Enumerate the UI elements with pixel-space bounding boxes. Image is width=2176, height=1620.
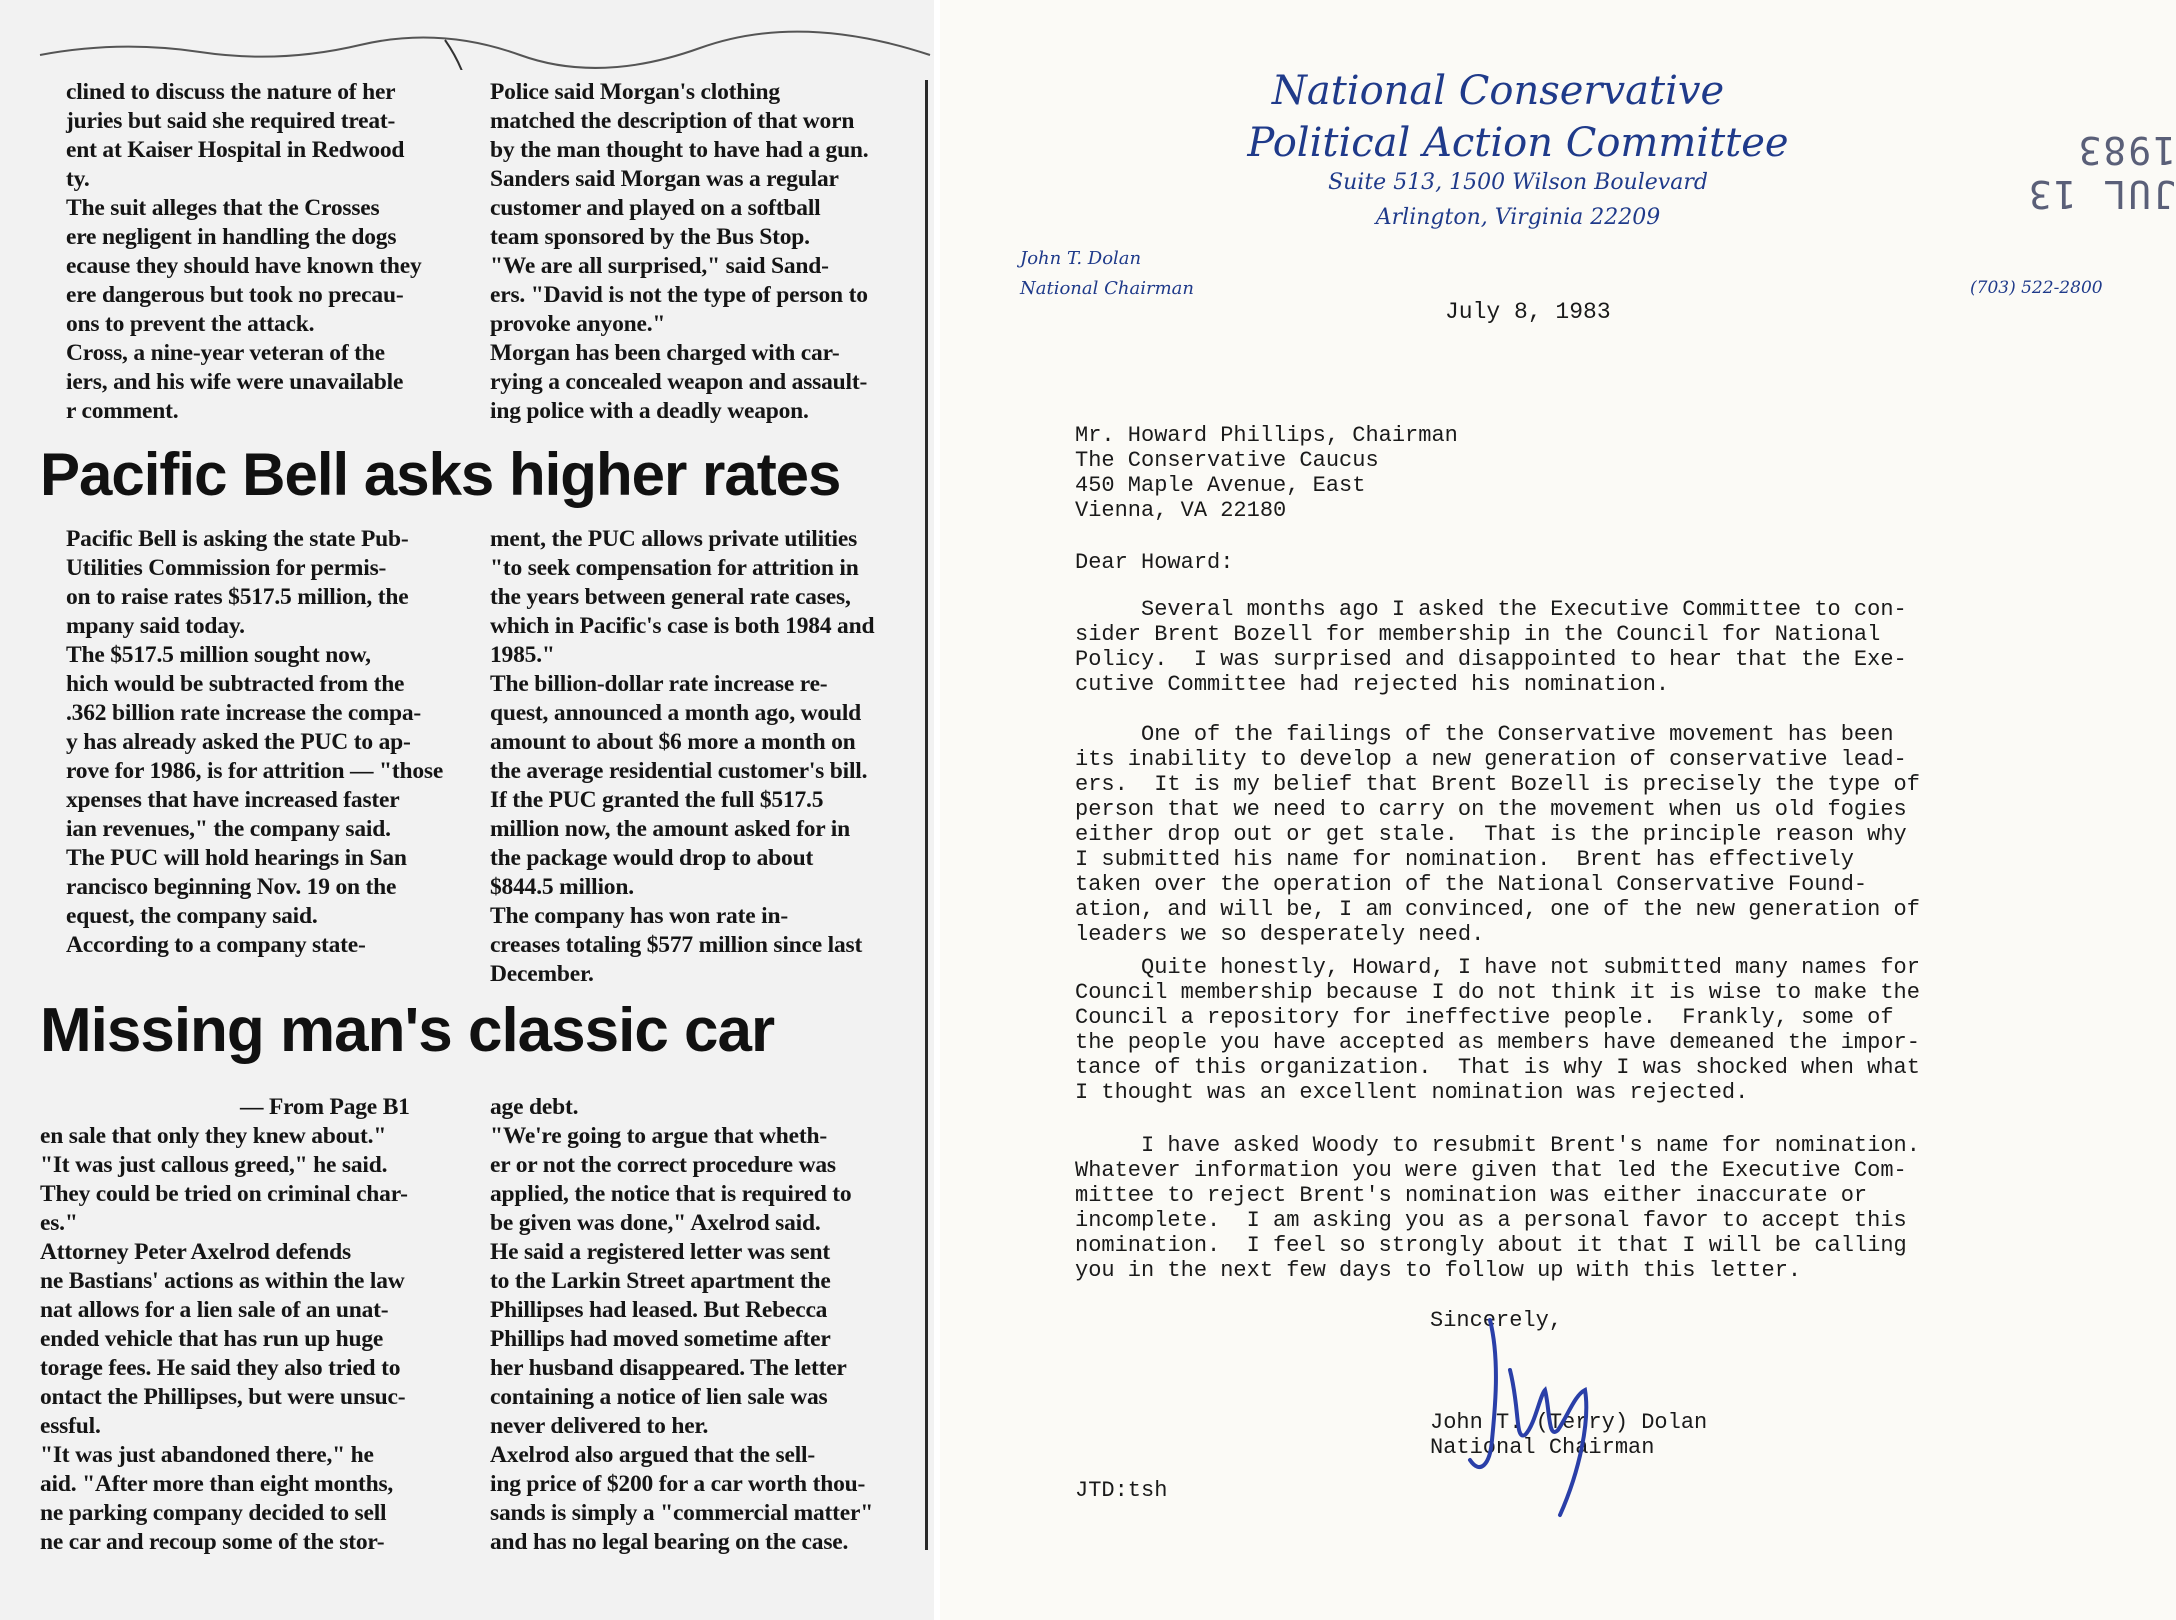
news-line: "It was just callous greed," he said. — [40, 1152, 388, 1178]
news-line: clined to discuss the nature of her — [66, 79, 396, 105]
news-line: Phillips had moved sometime after — [490, 1326, 831, 1352]
dateline: — From Page B1 — [240, 1094, 410, 1120]
article-column-6 — [490, 1093, 920, 1557]
news-line: Pacific Bell is asking the state Pub- — [66, 526, 409, 552]
recipient-address: Mr. Howard Phillips, Chairman The Conservative Caucus 450 Maple Avenue, East Vienna, VA 22180 — [1075, 423, 1458, 523]
headline-missing-car: Missing man's classic car — [40, 996, 775, 1065]
article-column-5 — [40, 1093, 465, 1557]
news-line: juries but said she required treat- — [66, 108, 396, 134]
news-line: "to seek compensation for attrition in — [490, 555, 859, 581]
news-line: The company has won rate in- — [490, 903, 788, 929]
article-column-3 — [66, 525, 466, 960]
news-line: The billion-dollar rate increase re- — [490, 671, 828, 697]
letterhead-chairman-name: John T. Dolan — [1020, 248, 1142, 269]
news-line: equest, the company said. — [66, 903, 318, 929]
news-line: on to raise rates $517.5 million, the — [66, 584, 409, 610]
news-line: rove for 1986, is for attrition — "those — [66, 758, 444, 784]
news-line: torage fees. He said they also tried to — [40, 1355, 401, 1381]
news-line: age debt. — [490, 1094, 579, 1120]
headline-pacific-bell: Pacific Bell asks higher rates — [40, 441, 841, 508]
news-line: Morgan has been charged with car- — [490, 340, 840, 366]
news-line: essful. — [40, 1413, 101, 1439]
news-line: the package would drop to about — [490, 845, 814, 871]
news-line: sands is simply a "commercial matter" — [490, 1500, 874, 1526]
news-line: Phillipses had leased. But Rebecca — [490, 1297, 828, 1323]
news-line: containing a notice of lien sale was — [490, 1384, 828, 1410]
received-date-stamp: JUL 13 1983 — [2026, 128, 2176, 216]
salutation: Dear Howard: — [1075, 550, 1234, 575]
letter-date: July 8, 1983 — [1445, 299, 1611, 325]
news-line: ent at Kaiser Hospital in Redwood — [66, 137, 405, 163]
news-line: Sanders said Morgan was a regular — [490, 166, 839, 192]
handwritten-signature — [1440, 1300, 1640, 1530]
news-line: Axelrod also argued that the sell- — [490, 1442, 816, 1468]
news-line: "We're going to argue that wheth- — [490, 1123, 827, 1149]
news-line: ended vehicle that has run up huge — [40, 1326, 384, 1352]
news-line: nat allows for a lien sale of an unat- — [40, 1297, 389, 1323]
news-line: He said a registered letter was sent — [490, 1239, 831, 1265]
news-line: ing price of $200 for a car worth thou- — [490, 1471, 866, 1497]
letterhead-org-line2: Political Action Committee — [1247, 120, 1789, 166]
news-line: never delivered to her. — [490, 1413, 709, 1439]
news-line: ers. "David is not the type of person to — [490, 282, 868, 308]
news-line: matched the description of that worn — [490, 108, 855, 134]
news-line: ons to prevent the attack. — [66, 311, 315, 337]
news-line: ne parking company decided to sell — [40, 1500, 387, 1526]
typist-initials: JTD:tsh — [1075, 1478, 1168, 1503]
news-line: 1985." — [490, 642, 555, 668]
news-line: ecause they should have known they — [66, 253, 422, 279]
news-line: December. — [490, 961, 594, 987]
news-line: es." — [40, 1210, 78, 1236]
news-line: ontact the Phillipses, but were unsuc- — [40, 1384, 406, 1410]
news-line: y has already asked the PUC to ap- — [66, 729, 411, 755]
news-line: rancisco beginning Nov. 19 on the — [66, 874, 397, 900]
letter-paragraph-1: Several months ago I asked the Executive Committee to con- sider Brent Bozell for membership in the Council for National Policy. I was surprised and disappointed to hear that the Exe- cutive Committee had rejected his nomination. — [1075, 597, 1907, 697]
letter-paragraph-3: Quite honestly, Howard, I have not submitted many names for Council membership because I do not think it is wise to make the Council a repository for ineffective people. Frankly, some of the people you have accepted as members have demeaned the impor- tance of this organization. That is why I was shocked when what I thought was an excellent nomination was rejected. — [1075, 955, 1920, 1105]
news-line: "We are all surprised," said Sand- — [490, 253, 829, 279]
news-line: by the man thought to have had a gun. — [490, 137, 869, 163]
news-line: Attorney Peter Axelrod defends — [40, 1239, 351, 1265]
news-line: r comment. — [66, 398, 179, 424]
news-line: provoke anyone." — [490, 311, 666, 337]
letter-paragraph-4: I have asked Woody to resubmit Brent's name for nomination. Whatever information you were given that led the Executive Com- mittee to reject Brent's nomination was either inaccurate or incomplete. I am asking you as a personal favor to accept this nomination. I feel so strongly about it that I will be calling you in the next few days to follow up with this letter. — [1075, 1133, 1920, 1283]
news-line: ne car and recoup some of the stor- — [40, 1529, 385, 1555]
news-line: Utilities Commission for permis- — [66, 555, 387, 581]
news-line: "It was just abandoned there," he — [40, 1442, 374, 1468]
news-line: The $517.5 million sought now, — [66, 642, 371, 668]
newspaper-clipping — [0, 0, 940, 1620]
letterhead-phone: (703) 522-2800 — [1970, 278, 2103, 298]
article-column-2 — [490, 78, 920, 426]
news-line: be given was done," Axelrod said. — [490, 1210, 821, 1236]
article-column-1 — [66, 78, 466, 426]
column-rule — [925, 80, 928, 1550]
news-line: rying a concealed weapon and assault- — [490, 369, 868, 395]
letterhead-address-line1: Suite 513, 1500 Wilson Boulevard — [1328, 170, 1708, 195]
news-line: aid. "After more than eight months, — [40, 1471, 394, 1497]
letterhead-address-line2: Arlington, Virginia 22209 — [1375, 205, 1661, 230]
news-line: The suit alleges that the Crosses — [66, 195, 380, 221]
letterhead-org-line1: National Conservative — [1271, 68, 1725, 114]
news-line: creases totaling $577 million since last — [490, 932, 863, 958]
news-line: the years between general rate cases, — [490, 584, 851, 610]
letter-paragraph-2: One of the failings of the Conservative movement has been its inability to develop a new generation of conservative lead- ers. It is my belief that Brent Bozell is precisely the type of person that we need to carry on the movement when us old fogies either drop out or get stale. That is the principle reason why I submitted his name for nomination. Brent has effectively taken over the operation of the National Conservative Found- ation, and will be, I am convinced, one of the new generation of leaders we so desperately need. — [1075, 722, 1920, 947]
news-line: hich would be subtracted from the — [66, 671, 405, 697]
news-line: iers, and his wife were unavailable — [66, 369, 404, 395]
news-line: million now, the amount asked for in — [490, 816, 850, 842]
news-line: Cross, a nine-year veteran of the — [66, 340, 385, 366]
news-line: ty. — [66, 166, 90, 192]
news-line: the average residential customer's bill. — [490, 758, 868, 784]
news-line: ere dangerous but took no precau- — [66, 282, 404, 308]
news-line: ment, the PUC allows private utilities — [490, 526, 858, 552]
news-line: Police said Morgan's clothing — [490, 79, 780, 105]
news-line: ere negligent in handling the dogs — [66, 224, 397, 250]
letterhead-chairman-title: National Chairman — [1020, 278, 1194, 299]
news-line: xpenses that have increased faster — [66, 787, 400, 813]
news-line: en sale that only they knew about." — [40, 1123, 387, 1149]
news-line: and has no legal bearing on the case. — [490, 1529, 849, 1555]
article-column-4 — [490, 525, 920, 989]
news-line: amount to about $6 more a month on — [490, 729, 856, 755]
news-line: .362 billion rate increase the compa- — [66, 700, 422, 726]
news-line: ian revenues," the company said. — [66, 816, 391, 842]
news-line: If the PUC granted the full $517.5 — [490, 787, 824, 813]
news-line: her husband disappeared. The letter — [490, 1355, 847, 1381]
news-line: to the Larkin Street apartment the — [490, 1268, 831, 1294]
news-line: According to a company state- — [66, 932, 366, 958]
news-line: applied, the notice that is required to — [490, 1181, 852, 1207]
news-line: customer and played on a softball — [490, 195, 821, 221]
news-line: ing police with a deadly weapon. — [490, 398, 809, 424]
news-line: $844.5 million. — [490, 874, 634, 900]
news-line: er or not the correct procedure was — [490, 1152, 836, 1178]
signer-block: John T. (Terry) Dolan National Chairman — [1430, 1410, 1708, 1460]
news-line: quest, announced a month ago, would — [490, 700, 862, 726]
letter-closing: Sincerely, — [1430, 1308, 1563, 1333]
news-line: The PUC will hold hearings in San — [66, 845, 407, 871]
news-line: team sponsored by the Bus Stop. — [490, 224, 810, 250]
torn-edge-graphic — [0, 0, 940, 70]
news-line: which in Pacific's case is both 1984 and — [490, 613, 875, 639]
news-line: They could be tried on criminal char- — [40, 1181, 408, 1207]
news-line: ne Bastians' actions as within the law — [40, 1268, 405, 1294]
news-line: mpany said today. — [66, 613, 245, 639]
